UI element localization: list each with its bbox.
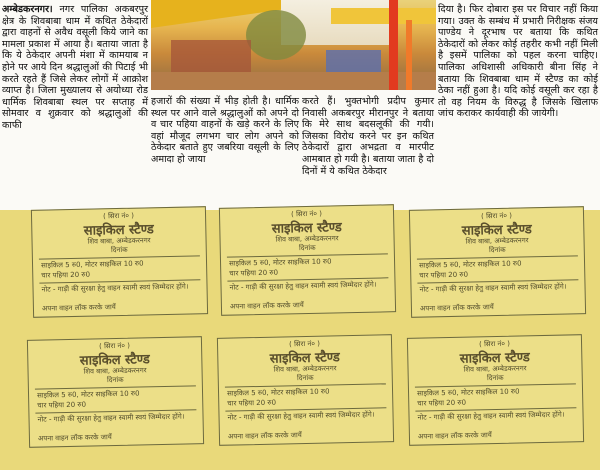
parking-ticket: ( सिरा नं० ) साइकिल स्टैण्ड शिव बाबा, अम्बेडकरनगर दिनांक साइकिल 5 रु0, मोटर साइकिल 10 रु0 चार पहिया 20 रु0 नोट - गाड़ी की सुरक्षा हेतु वाहन स्वामी स्वयं जिम्मेदार होंगे। अपना वाहन लॉक करके जायें bbox=[407, 334, 584, 446]
parking-ticket: ( सिरा नं० ) साइकिल स्टैण्ड शिव बाबा, अम्बेडकरनगर दिनांक साइकिल 5 रु0, मोटर साइकिल 10 रु0 चार पहिया 20 रु0 नोट - गाड़ी की सुरक्षा हेतु वाहन स्वामी स्वयं जिम्मेदार होंगे। अपना वाहन लॉक करके जायें bbox=[31, 206, 208, 318]
parking-ticket: ( सिरा नं० ) साइकिल स्टैण्ड शिव बाबा, अम्बेडकरनगर दिनांक साइकिल 5 रु0, मोटर साइकिल 10 रु0 चार पहिया 20 रु0 नोट - गाड़ी की सुरक्षा हेतु वाहन स्वामी स्वयं जिम्मेदार होंगे। अपना वाहन लॉक करके जायें bbox=[27, 336, 204, 448]
article-column-4 bbox=[438, 4, 598, 120]
column-3-text: करते हैं। भुक्तभोगी प्रदीप कुमार निवासी अकबरपुर मीरानपुर ने बताया कि मेरे साथ बदसलूकी की गयी। जिसका विरोध करने पर इन कथित ठेकेदारों द्वारा अभद्रता व मारपीट आमबात हो गयी है। बताया जाता है दो दिनों में ये कथित ठेकेदार bbox=[302, 96, 434, 177]
parking-tickets-photo bbox=[0, 210, 600, 470]
article-column-3 bbox=[302, 96, 434, 177]
news-article bbox=[0, 0, 600, 210]
column-2-text: हजारों की संख्या में भीड़ होती है। धार्मिक स्थल पर आने वाले श्रद्धालुओं को अपने दो व चार पहिया वाहनों के खड़े करने के लिए वहां मौजूद लगभग चार लोग अपने को ठेकेदार बताते हुए जबरिया वसूली के लिए अमादा हो जाया bbox=[151, 96, 299, 165]
column-4-text: दिया है। फिर दोबारा इस पर विचार नहीं किया गया। उक्त के सम्बंध में प्रभारी निरीक्षक संजय पाण्डेय ने दूरभाष पर बताया कि कथित ठेकेदारों को लेकर कोई तहरीर कभी नहीं मिली है इसमें पालिका को पहल करना चाहिए। पालिका अधिशासी अधिकारी बीना सिंह ने बताया कि शिवबाबा धाम में स्टैण्ड का कोई ठेका नहीं हुआ है। यदि कोई वसूली कर रहा है तो वह नियम के विरुद्ध है जिसके खिलाफ जांच कराकर कार्यवाही की जायेगी। bbox=[438, 4, 598, 120]
parking-ticket: ( सिरा नं० ) साइकिल स्टैण्ड शिव बाबा, अम्बेडकरनगर दिनांक साइकिल 5 रु0, मोटर साइकिल 10 रु0 चार पहिया 20 रु0 नोट - गाड़ी की सुरक्षा हेतु वाहन स्वामी स्वयं जिम्मेदार होंगे। अपना वाहन लॉक करके जायें bbox=[219, 204, 396, 316]
article-column-1 bbox=[2, 4, 148, 132]
ticket-title: साइकिल स्टैण्ड bbox=[459, 350, 530, 367]
ticket-title: साइकिल स्टैण्ड bbox=[79, 352, 150, 369]
article-column-2 bbox=[151, 96, 299, 166]
ticket-title: साइकिल स्टैण्ड bbox=[271, 220, 342, 237]
ticket-title: साइकिल स्टैण्ड bbox=[461, 222, 532, 239]
dateline: अम्बेडकरनगर। bbox=[2, 4, 53, 15]
news-photo-shrine-stalls bbox=[151, 0, 436, 90]
parking-ticket: ( सिरा नं० ) साइकिल स्टैण्ड शिव बाबा, अम्बेडकरनगर दिनांक साइकिल 5 रु0, मोटर साइकिल 10 रु0 चार पहिया 20 रु0 नोट - गाड़ी की सुरक्षा हेतु वाहन स्वामी स्वयं जिम्मेदार होंगे। अपना वाहन लॉक करके जायें bbox=[217, 334, 394, 446]
column-1-text: नगर पालिका अकबरपुर क्षेत्र के शिवबाबा धाम में कथित ठेकेदारों द्वारा वाहनों से अवैध वसूली किये जाने का मामला प्रकाश में आया है। बताया जाता है कि ये ठेकेदार अपनी मंशा में कामयाब न होने पर आये दिन श्रद्धालुओं की पिटाई भी करते रहते हैं जिसे लेकर लोगों में आक्रोश व्याप्त है। जिला मुख्यालय से अयोध्या रोड धार्मिक शिवबाबा स्थल पर सप्ताह में सोमवार व शुक्रवार को श्रद्धालुओं की काफी bbox=[2, 4, 148, 131]
parking-ticket: ( सिरा नं० ) साइकिल स्टैण्ड शिव बाबा, अम्बेडकरनगर दिनांक साइकिल 5 रु0, मोटर साइकिल 10 रु0 चार पहिया 20 रु0 नोट - गाड़ी की सुरक्षा हेतु वाहन स्वामी स्वयं जिम्मेदार होंगे। अपना वाहन लॉक करके जायें bbox=[409, 206, 586, 318]
ticket-title: साइकिल स्टैण्ड bbox=[269, 350, 340, 367]
ticket-title: साइकिल स्टैण्ड bbox=[83, 222, 154, 239]
